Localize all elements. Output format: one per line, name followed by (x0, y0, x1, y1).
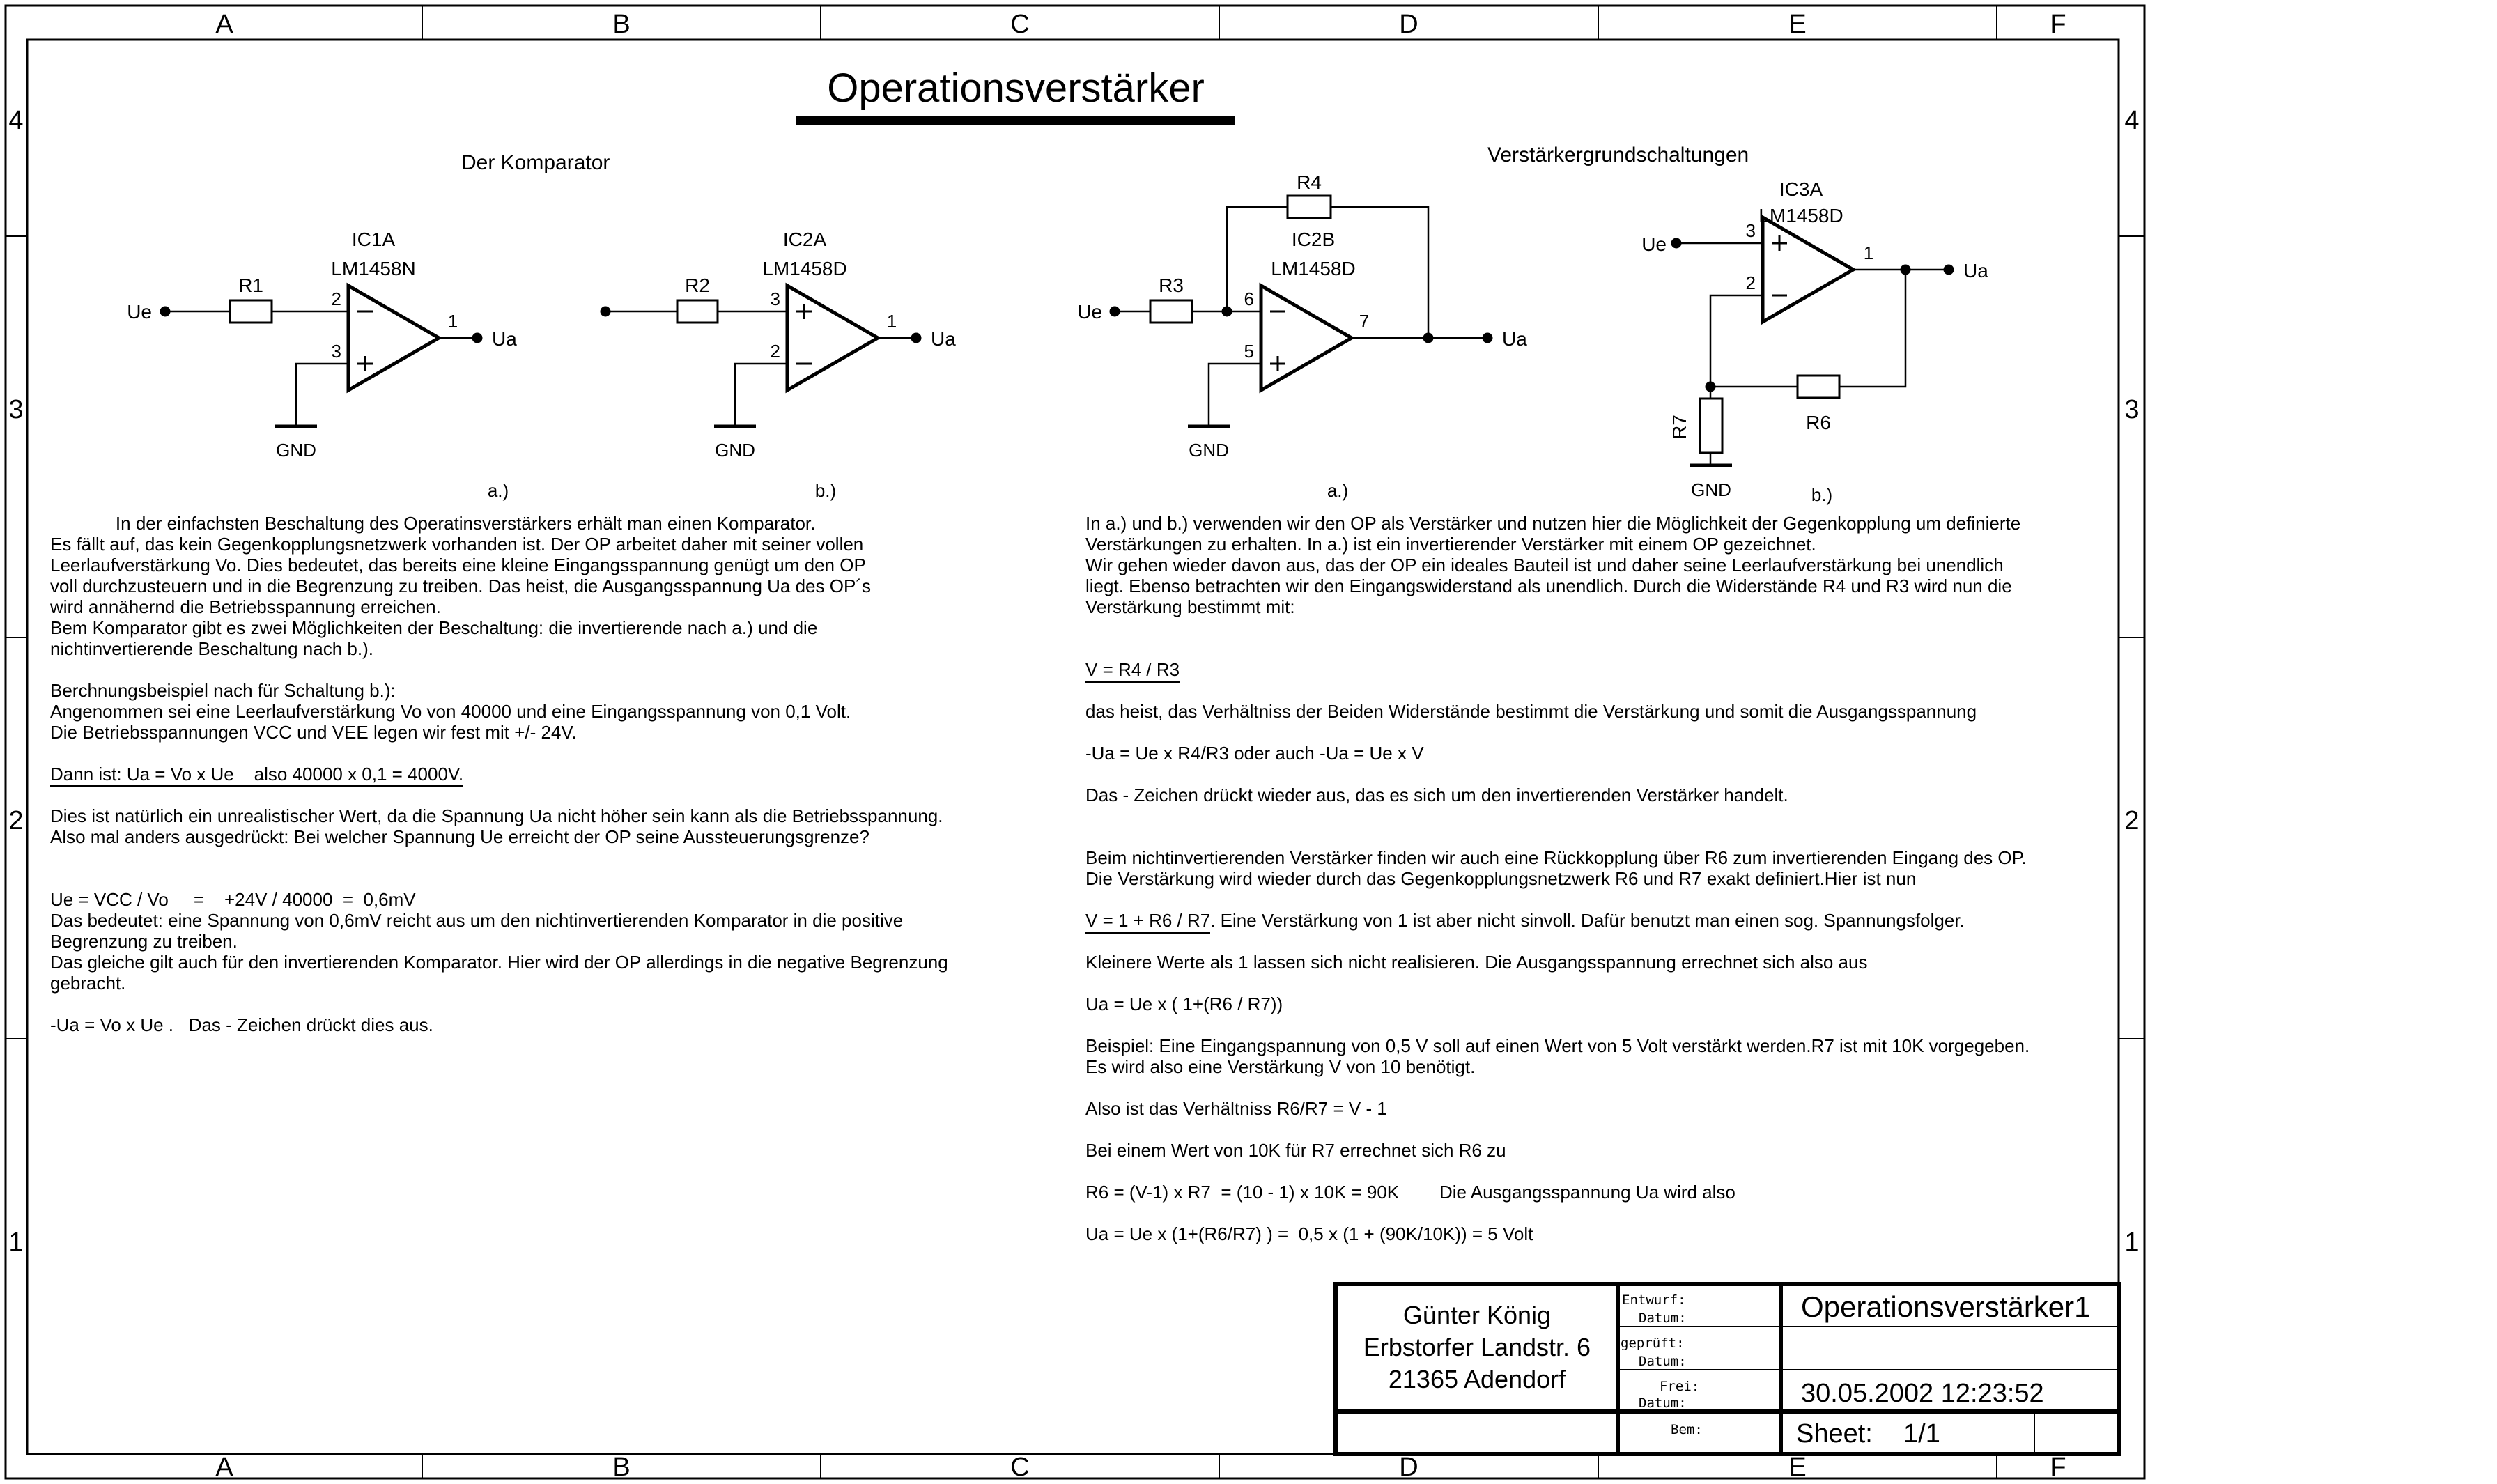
net-label-ue: Ue (1077, 301, 1102, 323)
net-label-ue: Ue (127, 301, 152, 323)
pin-number: 2 (1745, 272, 1756, 293)
pin-number: 2 (331, 288, 341, 309)
text-segment: Bei einem Wert von 10K für R7 errechnet sich R6 zu (1085, 1140, 1506, 1161)
junction-dot (1706, 382, 1716, 392)
ic-designator: IC3A (1779, 178, 1823, 200)
text-segment: -Ua = Vo x Ue . Das - Zeichen drückt dies aus. (50, 1014, 433, 1035)
titleblock-field-label: Datum: (1639, 1354, 1687, 1369)
text-line (1085, 868, 1916, 889)
frame-column-label: E (1788, 10, 1807, 39)
text-line (50, 889, 416, 910)
gnd-label: GND (715, 440, 755, 461)
resistor-r2 (677, 300, 718, 323)
pin-number: 1 (1863, 242, 1874, 263)
pin-number: 3 (331, 341, 341, 362)
resistor-label: R3 (1159, 275, 1184, 296)
text-line (1085, 1056, 1475, 1077)
junction-dot (1110, 307, 1120, 317)
net-label-ua: Ua (931, 328, 956, 350)
pin-number: 3 (1745, 220, 1756, 241)
junction-dot (472, 333, 483, 343)
text-segment: nichtinvertierende Beschaltung nach b.). (50, 638, 373, 659)
text-line (1085, 743, 1424, 764)
opamp-triangle (1763, 217, 1853, 322)
text-segment: Begrenzung zu treiben. (50, 931, 238, 952)
text-line (1085, 910, 1965, 931)
junction-dot (1423, 333, 1434, 343)
frame-column-label: F (2050, 1453, 2066, 1482)
titleblock-author: Günter König (1402, 1301, 1552, 1329)
text-segment: In a.) und b.) verwenden wir den OP als Verstärker und nutzen hier die Möglichkeit der Gegenkopplung um definierte (1085, 513, 2021, 534)
frame-column-label: B (612, 1453, 631, 1482)
titleblock-field-label: geprüft: (1621, 1336, 1685, 1351)
gnd-label: GND (276, 440, 316, 461)
circuit-caption: b.) (814, 480, 837, 501)
gnd-label: GND (1189, 440, 1229, 461)
ic-designator: IC2B (1291, 229, 1336, 250)
resistor-r4 (1288, 196, 1331, 218)
text-segment: Bem Komparator gibt es zwei Möglichkeiten der Beschaltung: die invertierende nach a.) und die (50, 617, 818, 638)
text-segment: Die Betriebsspannungen VCC und VEE legen wir fest mit +/- 24V. (50, 722, 577, 743)
text-line (50, 805, 943, 826)
section-heading-verstaerker: Verstärkergrundschaltungen (1487, 144, 1749, 167)
frame-column-label: B (612, 10, 631, 39)
junction-dot (601, 307, 611, 317)
titleblock-sheet-label: Sheet: (1796, 1419, 1873, 1448)
resistor-r7 (1700, 399, 1722, 453)
text-segment: Das gleiche gilt auch für den invertierenden Komparator. Hier wird der OP allerdings in die negative Begrenzung (50, 952, 948, 973)
underlined-formula: Dann ist: Ua = Vo x Ue also 40000 x 0,1 = 4000V. (50, 764, 463, 787)
text-line (1085, 994, 1283, 1014)
circuit-caption: a.) (487, 480, 509, 501)
text-line (1085, 1182, 1735, 1203)
titleblock-field-label: Datum: (1639, 1311, 1687, 1326)
wire (1209, 364, 1261, 425)
text-line (50, 617, 817, 638)
text-segment: wird annähernd die Betriebsspannung erreichen. (50, 596, 441, 617)
resistor-r6 (1798, 376, 1839, 398)
text-segment: Ua = Ue x ( 1+(R6 / R7)) (1085, 994, 1283, 1014)
frame-row-label: 2 (2124, 806, 2140, 835)
net-label-ua: Ua (492, 328, 517, 350)
text-line (1085, 575, 2012, 596)
titleblock-doc-title: Operationsverstärker1 (1801, 1290, 2091, 1323)
text-line (50, 910, 903, 931)
text-line (1085, 952, 1867, 973)
text-line (50, 764, 463, 784)
text-line (1085, 555, 2004, 575)
opamp-triangle (348, 286, 439, 390)
text-line (50, 575, 871, 596)
frame-column-label: C (1010, 1453, 1030, 1482)
titleblock-author: Erbstorfer Landstr. 6 (1363, 1333, 1591, 1361)
text-segment: Kleinere Werte als 1 lassen sich nicht realisieren. Die Ausgangsspannung errechnet sich also aus (1085, 952, 1868, 973)
text-segment: Verstärkung bestimmt mit: (1085, 596, 1295, 617)
titleblock-date: 30.05.2002 12:23:52 (1801, 1379, 2044, 1408)
opamp-triangle (1261, 286, 1352, 390)
text-line (1085, 596, 1295, 617)
junction-dot (911, 333, 922, 343)
frame-column-label: A (215, 1453, 233, 1482)
ic-designator: IC1A (351, 229, 396, 250)
titleblock-field-label: Entwurf: (1622, 1292, 1686, 1308)
text-line (1085, 1223, 1533, 1244)
underlined-formula: V = 1 + R6 / R7 (1085, 910, 1210, 934)
text-line (50, 1014, 433, 1035)
pin-number: 3 (770, 288, 780, 309)
text-line (50, 555, 866, 575)
pin-number: 1 (886, 311, 897, 332)
resistor-label: R1 (238, 275, 263, 296)
wire (296, 364, 348, 425)
ic-designator: IC2A (782, 229, 827, 250)
ic-part-number: LM1458D (762, 258, 847, 279)
resistor-r3 (1150, 300, 1192, 323)
resistor-label: R7 (1669, 415, 1690, 440)
text-line (50, 952, 948, 973)
text-segment: Das - Zeichen drückt wieder aus, das es sich um den invertierenden Verstärker handelt. (1085, 784, 1788, 805)
text-line (1085, 534, 1816, 555)
text-line (50, 680, 396, 701)
text-segment: Ua = Ue x (1+(R6/R7) ) = 0,5 x (1 + (90K/10K)) = 5 Volt (1085, 1223, 1533, 1244)
text-segment: Also mal anders ausgedrückt: Bei welcher Spannung Ue erreicht der OP seine Aussteuerungsgrenze? (50, 826, 869, 847)
text-segment: . Eine Verstärkung von 1 ist aber nicht sinvoll. Dafür benutzt man einen sog. Spannungsfolger. (1210, 910, 1965, 931)
pin-number: 6 (1244, 288, 1254, 309)
frame-row-label: 4 (2124, 106, 2140, 135)
text-line (1085, 1035, 2030, 1056)
net-label-ua: Ua (1502, 328, 1527, 350)
text-line (50, 722, 577, 743)
text-segment: Dies ist natürlich ein unrealistischer Wert, da die Spannung Ua nicht höher sein kann als die Betriebsspannung. (50, 805, 943, 826)
resistor-label: R4 (1297, 171, 1322, 193)
titleblock-sheet-value: 1/1 (1903, 1419, 1940, 1448)
text-segment: Ue = VCC / Vo = +24V / 40000 = 0,6mV (50, 889, 416, 910)
section-heading-komparator: Der Komparator (461, 151, 610, 174)
ic-part-number: LM1458D (1271, 258, 1356, 279)
junction-dot (1483, 333, 1493, 343)
text-line (1085, 701, 1977, 722)
text-line (1085, 513, 2020, 534)
text-segment: Wir gehen wieder davon aus, das der OP ein ideales Bauteil ist und daher seine Leerlaufverstärkung bei unendlich (1085, 555, 2004, 575)
frame-row-label: 1 (8, 1228, 24, 1257)
frame-column-label: C (1010, 10, 1030, 39)
frame-row-label: 3 (2124, 395, 2140, 424)
text-line (50, 826, 869, 847)
text-segment: -Ua = Ue x R4/R3 oder auch -Ua = Ue x V (1085, 743, 1424, 764)
frame-row-label: 1 (2124, 1228, 2140, 1257)
text-line (50, 701, 851, 722)
titleblock-field-label: Bem: (1671, 1422, 1703, 1437)
wire (1839, 270, 1905, 387)
text-segment: Beim nichtinvertierenden Verstärker finden wir auch eine Rückkopplung über R6 zum invertierenden Eingang des OP. (1085, 847, 2027, 868)
underlined-formula: V = R4 / R3 (1085, 659, 1180, 683)
text-segment: Leerlaufverstärkung Vo. Dies bedeutet, das bereits eine kleine Eingangsspannung genügt um den OP (50, 555, 866, 575)
text-line (1085, 659, 1180, 680)
frame-row-label: 3 (8, 395, 24, 424)
resistor-label: R2 (685, 275, 710, 296)
text-segment: gebracht. (50, 973, 126, 994)
text-segment: Es fällt auf, das kein Gegenkopplungsnetzwerk vorhanden ist. Der OP arbeitet daher mit seiner vollen (50, 534, 864, 555)
text-segment: Berchnungsbeispiel nach für Schaltung b.): (50, 680, 396, 701)
titleblock-author: 21365 Adendorf (1388, 1365, 1566, 1393)
frame-column-label: A (215, 10, 233, 39)
text-line (50, 534, 863, 555)
net-label-ua: Ua (1963, 260, 1988, 281)
wire (1710, 295, 1763, 387)
junction-dot (160, 307, 171, 317)
titleblock-field-label: Datum: (1639, 1396, 1687, 1411)
text-segment: voll durchzusteuern und in die Begrenzung zu treiben. Das heist, die Ausgangsspannung Ua des OP´s (50, 575, 871, 596)
ic-part-number: LM1458D (1758, 205, 1843, 226)
junction-dot (1944, 265, 1954, 275)
frame-column-label: D (1399, 1453, 1418, 1482)
pin-number: 2 (770, 341, 780, 362)
page-title: Operationsverstärker (827, 65, 1205, 111)
circuit-caption: b.) (1811, 484, 1833, 505)
text-line (1085, 1098, 1387, 1119)
text-segment: Beispiel: Eine Eingangspannung von 0,5 V soll auf einen Wert von 5 Volt verstärkt werden.R7 ist mit 10K vorgegeben. (1085, 1035, 2030, 1056)
text-segment: In der einfachsten Beschaltung des Operatinsverstärkers erhält man einen Komparator. (50, 513, 816, 534)
resistor-label: R6 (1806, 412, 1831, 433)
titleblock-field-label: Frei: (1660, 1379, 1700, 1394)
frame-column-label: E (1788, 1453, 1807, 1482)
net-label-ue: Ue (1641, 233, 1667, 255)
text-segment: Also ist das Verhältniss R6/R7 = V - 1 (1085, 1098, 1387, 1119)
pin-number: 7 (1359, 311, 1370, 332)
pin-number: 5 (1244, 341, 1254, 362)
text-segment: Angenommen sei eine Leerlaufverstärkung Vo von 40000 und eine Eingangsspannung von 0,1 Volt. (50, 701, 851, 722)
frame-row-label: 4 (8, 106, 24, 135)
text-line (50, 596, 441, 617)
opamp-triangle (787, 286, 878, 390)
circuit-caption: a.) (1327, 480, 1349, 501)
wire (735, 364, 787, 425)
text-line (50, 931, 238, 952)
text-line (1085, 1140, 1506, 1161)
text-segment: Das bedeutet: eine Spannung von 0,6mV reicht aus um den nichtinvertierenden Komparator in die positive (50, 910, 904, 931)
text-line (50, 513, 815, 534)
frame-row-label: 2 (8, 806, 24, 835)
resistor-r1 (230, 300, 272, 323)
text-line (50, 638, 373, 659)
junction-dot (1901, 265, 1911, 275)
frame-column-label: D (1399, 10, 1418, 39)
text-segment: das heist, das Verhältniss der Beiden Widerstände bestimmt die Verstärkung und somit die Ausgangsspannung (1085, 701, 1977, 722)
pin-number: 1 (447, 311, 458, 332)
gnd-label: GND (1691, 479, 1731, 500)
text-segment: Die Verstärkung wird wieder durch das Gegenkopplungsnetzwerk R6 und R7 exakt definiert.Hier ist nun (1085, 868, 1917, 889)
text-segment: liegt. Ebenso betrachten wir den Eingangswiderstand als unendlich. Durch die Widerstände R4 und R3 wird nun die (1085, 575, 2012, 596)
text-segment: Verstärkungen zu erhalten. In a.) ist ein invertierender Verstärker mit einem OP gezeichnet. (1085, 534, 1816, 555)
junction-dot (1222, 307, 1232, 317)
text-line (50, 973, 125, 994)
text-line (1085, 784, 1788, 805)
frame-column-label: F (2050, 10, 2066, 39)
text-segment: Es wird also eine Verstärkung V von 10 benötigt. (1085, 1056, 1476, 1077)
junction-dot (1671, 238, 1682, 249)
text-segment: R6 = (V-1) x R7 = (10 - 1) x 10K = 90K Die Ausgangsspannung Ua wird also (1085, 1182, 1735, 1203)
title-underline (796, 116, 1235, 125)
ic-part-number: LM1458N (331, 258, 416, 279)
text-line (1085, 847, 2027, 868)
